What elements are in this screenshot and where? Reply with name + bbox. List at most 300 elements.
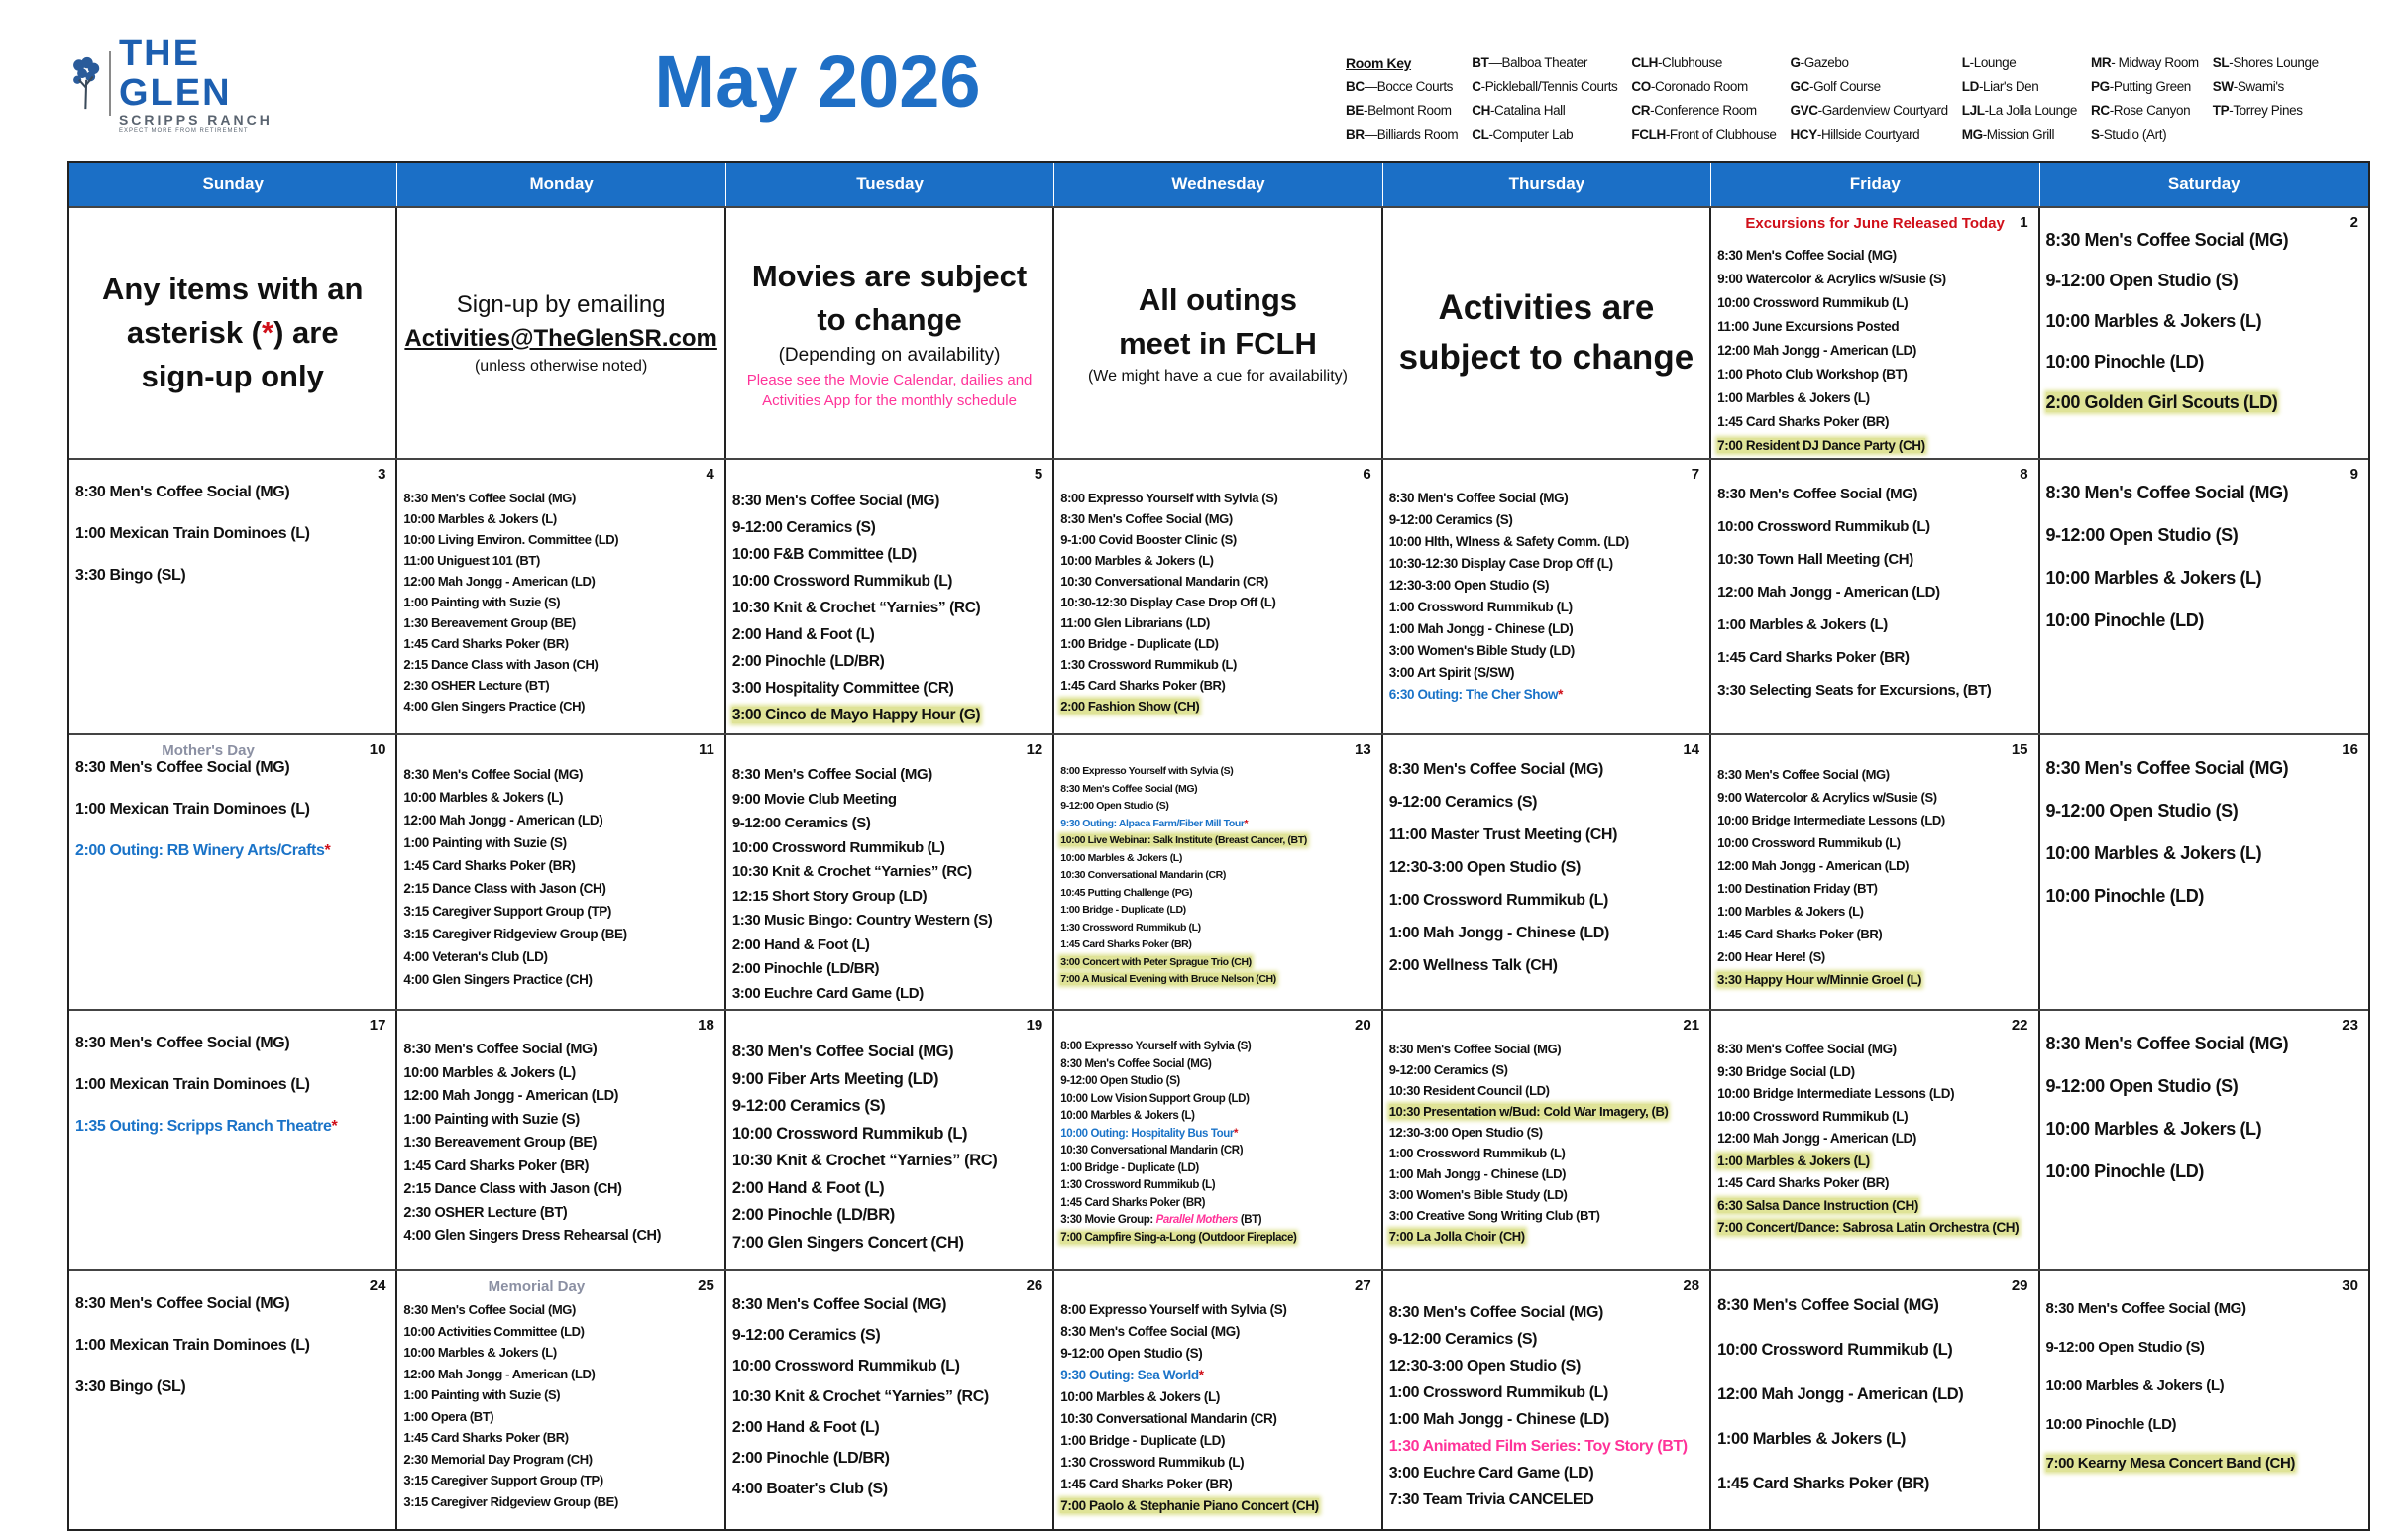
event-text: 1:45 Card Sharks Poker (BR) (403, 1430, 569, 1445)
event-text: 10:00 Marbles & Jokers (L) (2045, 1377, 2225, 1394)
event-list (1383, 735, 1709, 982)
event-item (403, 1202, 719, 1226)
event-item (732, 1230, 1048, 1258)
room-key-entry (1962, 52, 2077, 75)
event-item (1389, 1226, 1705, 1247)
intro-line: sign-up only (141, 359, 324, 393)
event-item (1717, 1328, 2033, 1373)
room-name: -Shores Lounge (2229, 55, 2319, 70)
event-text: 2:00 Hand & Foot (L) (731, 1178, 885, 1197)
event-item (732, 702, 1048, 728)
room-key-entry (1472, 123, 1617, 147)
event-text: 10:30 Knit & Crochet “Yarnies” (RC) (731, 600, 981, 616)
highlighted-event: 7:00 Concert/Dance: Sabrosa Latin Orchestra (CH) (1717, 1220, 2020, 1235)
room-code: BR (1346, 127, 1365, 142)
event-item (1060, 1073, 1376, 1091)
event-text: 12:00 Mah Jongg - American (LD) (1717, 858, 1910, 873)
room-key-entry (1346, 99, 1458, 123)
event-item (1717, 386, 2033, 410)
event-text: 10:00 Marbles & Jokers (L) (2045, 311, 2262, 331)
event-text: 10:00 Crossword Rummikub (L) (1717, 1341, 1953, 1359)
event-item (1717, 1195, 2033, 1218)
event-item (2046, 1444, 2364, 1483)
room-key-entry (1962, 99, 2077, 123)
day-cell (397, 1011, 725, 1269)
event-item (1060, 902, 1376, 920)
event-item (403, 1491, 719, 1513)
event-text: 1:00 Crossword Rummikub (L) (1388, 1146, 1566, 1160)
event-text: 3:15 Caregiver Support Group (TP) (403, 1473, 603, 1487)
event-text-part: (BT) (1238, 1214, 1262, 1226)
event-text: 10:00 Crossword Rummikub (L) (1717, 518, 1930, 535)
holiday-label: Mother's Day (162, 742, 255, 759)
room-key-entry (1631, 75, 1776, 99)
event-list (726, 1271, 1052, 1504)
weekday-header-sunday: Sunday (69, 163, 397, 206)
event-list (1054, 735, 1380, 989)
event-item (1389, 753, 1705, 786)
event-text: 10:00 Crossword Rummikub (L) (731, 1124, 968, 1143)
event-item (403, 900, 719, 923)
room-code: MR (2091, 55, 2112, 70)
event-item (1717, 1106, 2033, 1129)
event-item (1389, 684, 1705, 706)
event-item (1717, 641, 2033, 674)
event-text: 8:30 Men's Coffee Social (MG) (1060, 1324, 1240, 1339)
event-text: 10:30 Conversational Mandarin (CR) (1060, 574, 1268, 589)
room-key (1346, 52, 2319, 147)
event-item (75, 555, 391, 597)
highlighted-event: 10:00 Live Webinar: Salk Institute (Breast Cancer, (BT) (1060, 834, 1307, 846)
event-item (1389, 949, 1705, 982)
date-number: 17 (369, 1017, 386, 1034)
event-item (732, 1320, 1048, 1351)
event-item (1060, 1039, 1376, 1056)
event-text: 1:00 Mexican Train Dominoes (L) (75, 1076, 310, 1093)
room-key-entry (1791, 52, 1948, 75)
event-text: 8:30 Men's Coffee Social (MG) (1388, 491, 1569, 505)
event-item (1060, 1056, 1376, 1074)
event-item (1389, 1486, 1705, 1513)
event-text: 9-12:00 Open Studio (S) (2045, 525, 2239, 545)
day-cell (2040, 208, 2368, 458)
intro-line: Movies are subject (751, 259, 1028, 293)
event-text: 8:30 Men's Coffee Social (MG) (1060, 1057, 1212, 1070)
event-text: 1:00 Mexican Train Dominoes (L) (75, 801, 310, 818)
event-item (403, 1225, 719, 1249)
event-item (1717, 543, 2033, 576)
day-cell (726, 735, 1054, 1009)
room-code: HCY (1790, 127, 1817, 142)
event-item (732, 1066, 1048, 1094)
event-item (403, 1364, 719, 1385)
event-item (403, 854, 719, 877)
room-code: MG (1961, 127, 1983, 142)
event-item (1060, 1108, 1376, 1126)
event-item (403, 612, 719, 633)
intro-line: (Depending on availability) (778, 345, 1001, 366)
event-text: 9:00 Watercolor & Acrylics w/Susie (S) (1717, 790, 1937, 805)
room-key-column (1962, 52, 2077, 147)
event-item (1389, 917, 1705, 949)
event-item (75, 513, 391, 555)
event-text: 8:30 Men's Coffee Social (MG) (1717, 767, 1890, 782)
event-text: 2:00 Pinochle (LD/BR) (731, 960, 880, 977)
event-text: 12:00 Mah Jongg - American (LD) (403, 1088, 619, 1104)
event-item (403, 1321, 719, 1343)
event-text: 9-12:00 Ceramics (S) (731, 815, 871, 831)
event-text: 8:30 Men's Coffee Social (MG) (75, 1295, 290, 1312)
event-text: 8:00 Expresso Yourself with Sylvia (S) (1060, 765, 1234, 777)
event-text: 1:00 Crossword Rummikub (L) (1388, 600, 1573, 614)
event-item (732, 1148, 1048, 1175)
event-item (1717, 1061, 2033, 1084)
room-name: -Putting Green (2109, 79, 2191, 94)
event-text: 1:45 Card Sharks Poker (BR) (1717, 927, 1883, 941)
event-text: 9-12:00 Open Studio (S) (1060, 1075, 1180, 1087)
event-item (1060, 867, 1376, 885)
event-item (1717, 339, 2033, 363)
event-text: 1:30 Crossword Rummikub (L) (1060, 921, 1201, 934)
event-item (403, 1085, 719, 1109)
event-item (1389, 1299, 1705, 1326)
room-name: -Gazebo (1800, 55, 1849, 70)
event-item (75, 1367, 391, 1408)
day-cell (69, 1271, 397, 1529)
intro-line: All outings (1138, 282, 1298, 317)
event-item (1060, 936, 1376, 954)
weekday-header-thursday: Thursday (1383, 163, 1711, 206)
event-text: 1:00 Painting with Suzie (S) (403, 595, 561, 609)
room-code: TP (2212, 103, 2230, 118)
room-key-entry (2091, 52, 2199, 75)
asterisk: * (262, 315, 274, 350)
event-text: 12:30-3:00 Open Studio (S) (1388, 1125, 1543, 1140)
event-item (1060, 816, 1376, 833)
event-item (1060, 1160, 1376, 1178)
event-text: 10:30 Conversational Mandarin (CR) (1060, 1145, 1244, 1156)
event-item (403, 763, 719, 786)
date-number: 27 (1355, 1277, 1371, 1294)
event-text: 8:00 Expresso Yourself with Sylvia (S) (1060, 491, 1278, 505)
event-item (403, 1342, 719, 1364)
event-text: 12:00 Mah Jongg - American (LD) (1717, 584, 1940, 601)
event-text: 10:00 Marbles & Jokers (L) (1060, 1389, 1220, 1404)
room-code: BT (1472, 55, 1489, 70)
event-list (1383, 1271, 1709, 1513)
event-item (732, 860, 1048, 885)
event-list (397, 735, 723, 991)
event-item (75, 1283, 391, 1325)
logo-title: THE GLEN (118, 32, 232, 114)
intro-text-part: asterisk ( (126, 315, 262, 350)
event-text: 1:00 Marbles & Jokers (L) (1717, 1430, 1907, 1448)
day-cell (2040, 460, 2368, 733)
event-text: 3:00 Euchre Card Game (LD) (731, 984, 924, 1002)
event-item (1389, 1122, 1705, 1143)
event-item (2046, 1405, 2364, 1444)
event-item (1060, 954, 1376, 972)
event-text: 4:00 Glen Singers Practice (CH) (403, 972, 593, 987)
event-text: 9-12:00 Ceramics (S) (1388, 1062, 1508, 1077)
event-text: 1:30 Bereavement Group (BE) (403, 615, 576, 630)
room-code: SL (2212, 55, 2230, 70)
event-item (2046, 1151, 2364, 1193)
event-item (1060, 1230, 1376, 1248)
event-text: 2:00 Hand & Foot (L) (731, 935, 870, 953)
event-item (2046, 1289, 2364, 1328)
event-item (403, 1384, 719, 1406)
week-row (69, 1269, 2368, 1529)
highlighted-event: 7:00 Resident DJ Dance Party (CH) (1717, 438, 1925, 453)
day-cell (1054, 735, 1382, 1009)
the-glen-logo (69, 32, 287, 134)
event-text: 9-12:00 Ceramics (S) (1388, 512, 1513, 527)
event-item (732, 1175, 1048, 1203)
room-key-column (1791, 52, 1948, 147)
event-item (1717, 900, 2033, 923)
event-item (1717, 1083, 2033, 1106)
event-list (397, 460, 723, 716)
room-name: -Belmont Room (1363, 103, 1452, 118)
highlighted-event: 3:30 Happy Hour w/Minnie Groel (L) (1717, 972, 1922, 987)
date-number: 5 (1034, 466, 1043, 483)
day-cell (726, 1271, 1054, 1529)
event-text: 4:00 Veteran's Club (LD) (403, 949, 548, 964)
event-item (1060, 1195, 1376, 1213)
event-text: 10:30 Town Hall Meeting (CH) (1717, 551, 1913, 568)
signup-asterisk: * (1244, 817, 1249, 829)
event-text: 7:00 Glen Singers Concert (CH) (731, 1233, 964, 1252)
intro-text-part: ) are (273, 315, 339, 350)
intro-line (127, 311, 339, 355)
weekday-header-wednesday: Wednesday (1054, 163, 1382, 206)
event-item (1389, 1353, 1705, 1379)
event-text: 8:30 Men's Coffee Social (MG) (1388, 761, 1603, 778)
event-text: 3:15 Caregiver Support Group (TP) (403, 904, 612, 919)
day-cell (397, 1271, 725, 1529)
event-text: 10:00 Pinochle (LD) (2045, 610, 2204, 630)
event-item (732, 1443, 1048, 1474)
holiday-label: Memorial Day (488, 1278, 586, 1295)
room-name: -Front of Clubhouse (1665, 127, 1777, 142)
event-item (1717, 1462, 2033, 1506)
highlighted-event: 2:00 Fashion Show (CH) (1060, 699, 1200, 714)
event-item (75, 1325, 391, 1367)
room-name: -Swami's (2233, 79, 2284, 94)
event-text: 2:15 Dance Class with Jason (CH) (403, 881, 606, 896)
event-item (403, 968, 719, 991)
event-text: 10:00 Marbles & Jokers (L) (1060, 851, 1182, 864)
room-name: -Pickleball/Tennis Courts (1480, 79, 1618, 94)
room-code: LD (1961, 79, 1979, 94)
date-number: 23 (2342, 1017, 2358, 1034)
event-item (1060, 1299, 1376, 1321)
intro-line: to change (817, 302, 962, 337)
room-name: -Torrey Pines (2229, 103, 2303, 118)
event-text: 2:15 Dance Class with Jason (CH) (403, 657, 599, 672)
date-number: 11 (698, 741, 714, 758)
event-list (726, 735, 1052, 1006)
event-item (732, 763, 1048, 788)
event-text: 1:00 Bridge - Duplicate (LD) (1060, 1161, 1199, 1174)
week-row (69, 1009, 2368, 1269)
event-text: 4:00 Boater's Club (S) (731, 1481, 888, 1497)
event-text: 10:00 Hlth, Wlness & Safety Comm. (LD) (1388, 534, 1629, 549)
event-list (2040, 208, 2368, 423)
event-item (732, 514, 1048, 541)
event-item (403, 1062, 719, 1086)
day-cell (1711, 460, 2039, 733)
event-item (1060, 612, 1376, 633)
event-item (1389, 488, 1705, 509)
event-item (1717, 809, 2033, 831)
event-item (403, 1299, 719, 1321)
room-name: -Lounge (1969, 55, 2017, 70)
room-name: —Balboa Theater (1488, 55, 1588, 70)
event-item (1717, 877, 2033, 900)
announcement: Excursions for June Released Today (1745, 215, 2005, 232)
event-text: 1:00 Mah Jongg - Chinese (LD) (1388, 925, 1609, 941)
event-item (403, 592, 719, 612)
date-number: 24 (369, 1277, 386, 1294)
room-key-entry (1962, 75, 2077, 99)
event-item (1060, 1143, 1376, 1160)
intro-line: Any items with an (101, 272, 364, 306)
event-item (2046, 472, 2364, 514)
event-item (732, 1093, 1048, 1121)
date-number: 2 (2349, 214, 2358, 231)
room-key-column (2213, 52, 2319, 147)
event-text: 9-12:00 Ceramics (S) (731, 1097, 886, 1115)
event-list (2040, 735, 2368, 918)
event-item (1717, 831, 2033, 854)
event-text: 2:00 Pinochle (LD/BR) (731, 653, 885, 670)
event-text: 9-12:00 Open Studio (S) (2045, 1339, 2205, 1356)
date-number: 6 (1363, 466, 1371, 483)
day-cell (2040, 1271, 2368, 1529)
event-text: 10:00 Marbles & Jokers (L) (403, 511, 557, 526)
date-number: 22 (2011, 1017, 2028, 1034)
room-key-entry (1631, 52, 1776, 75)
room-name: -Clubhouse (1657, 55, 1722, 70)
event-text: 3:30 Selecting Seats for Excursions, (BT) (1717, 682, 1992, 699)
event-text: 10:00 Crossword Rummikub (L) (731, 1358, 960, 1375)
event-item (732, 541, 1048, 568)
event-item (1717, 315, 2033, 339)
highlighted-event: 7:00 La Jolla Choir (CH) (1388, 1229, 1525, 1244)
event-item (1389, 1059, 1705, 1080)
event-list (2040, 460, 2368, 642)
room-key-column (1631, 52, 1776, 147)
event-text: 9:00 Watercolor & Acrylics w/Susie (S) (1717, 272, 1946, 286)
event-list (726, 1011, 1052, 1257)
event-text: 11:00 Uniguest 101 (BT) (403, 553, 540, 568)
event-list (2040, 1271, 2368, 1483)
event-item (403, 1132, 719, 1155)
day-cell (1711, 1011, 2039, 1269)
signup-asterisk: * (1233, 1127, 1239, 1140)
room-name: -Catalina Hall (1489, 103, 1566, 118)
event-text: 1:00 Mah Jongg - Chinese (LD) (1388, 1411, 1609, 1428)
event-text: 2:30 Memorial Day Program (CH) (403, 1451, 593, 1467)
event-text: 8:30 Men's Coffee Social (MG) (403, 767, 584, 782)
calendar-grid (67, 161, 2370, 1531)
room-key-entry (2213, 75, 2319, 99)
event-list (69, 1011, 395, 1148)
event-text: 1:45 Card Sharks Poker (BR) (403, 858, 576, 873)
event-text: 9-12:00 Ceramics (S) (731, 1327, 881, 1344)
date-number: 20 (1355, 1017, 1371, 1034)
event-list (1711, 208, 2037, 458)
room-key-entry (1791, 123, 1948, 147)
room-code: BE (1346, 103, 1364, 118)
room-key-entry (2091, 123, 2199, 147)
room-code: CR (1631, 103, 1651, 118)
event-item (1717, 478, 2033, 510)
room-name: -Gardenview Courtyard (1817, 103, 1948, 118)
day-cell (1711, 208, 2039, 458)
event-item (1060, 850, 1376, 868)
signup-asterisk: * (324, 842, 331, 859)
event-list (1054, 1011, 1380, 1247)
event-item (1389, 597, 1705, 618)
room-name: -Golf Course (1808, 79, 1881, 94)
room-code: CLH (1631, 55, 1658, 70)
event-item (1717, 763, 2033, 786)
event-text: 8:30 Men's Coffee Social (MG) (1717, 486, 1918, 502)
event-item (403, 696, 719, 716)
event-item (1060, 1408, 1376, 1430)
intro-note-tuesday (726, 208, 1054, 458)
event-text: 9-1:00 Covid Booster Clinic (S) (1060, 532, 1237, 547)
room-name: -Studio (Art) (2099, 127, 2167, 142)
event-text: 12:30-3:00 Open Studio (S) (1388, 859, 1581, 876)
intro-line: Activities are (1438, 288, 1655, 327)
event-item (1060, 1212, 1376, 1230)
event-text: 2:00 Wellness Talk (CH) (1388, 957, 1558, 974)
email-link[interactable]: Activities@TheGlenSR.com (404, 325, 717, 352)
event-text: 12:30-3:00 Open Studio (S) (1388, 578, 1550, 593)
date-number: 25 (698, 1277, 714, 1294)
event-item (1389, 851, 1705, 884)
event-item (732, 982, 1048, 1007)
event-item (1717, 1283, 2033, 1328)
event-item (732, 1202, 1048, 1230)
event-item (1717, 1417, 2033, 1462)
event-text: 8:30 Men's Coffee Social (MG) (2045, 230, 2289, 250)
week-row (69, 458, 2368, 733)
event-text: 1:45 Card Sharks Poker (BR) (1060, 1196, 1206, 1209)
intro-text (69, 208, 395, 458)
intro-text (397, 208, 723, 458)
event-text: 10:30 Knit & Crochet “Yarnies” (RC) (731, 1152, 998, 1169)
event-text: 9-12:00 Open Studio (S) (1060, 800, 1169, 812)
event-item (403, 1039, 719, 1062)
day-cell (397, 460, 725, 733)
event-item (732, 836, 1048, 861)
event-item (1389, 1406, 1705, 1433)
event-item (1060, 592, 1376, 612)
intro-text (1383, 208, 1709, 458)
intro-line: Activities App for the monthly schedule (762, 392, 1017, 409)
week-row (69, 733, 2368, 1009)
event-item (2046, 301, 2364, 342)
event-item (1060, 675, 1376, 696)
event-item (732, 1289, 1048, 1320)
event-text: 8:30 Men's Coffee Social (MG) (1388, 1304, 1603, 1321)
room-key-entry (1791, 75, 1948, 99)
